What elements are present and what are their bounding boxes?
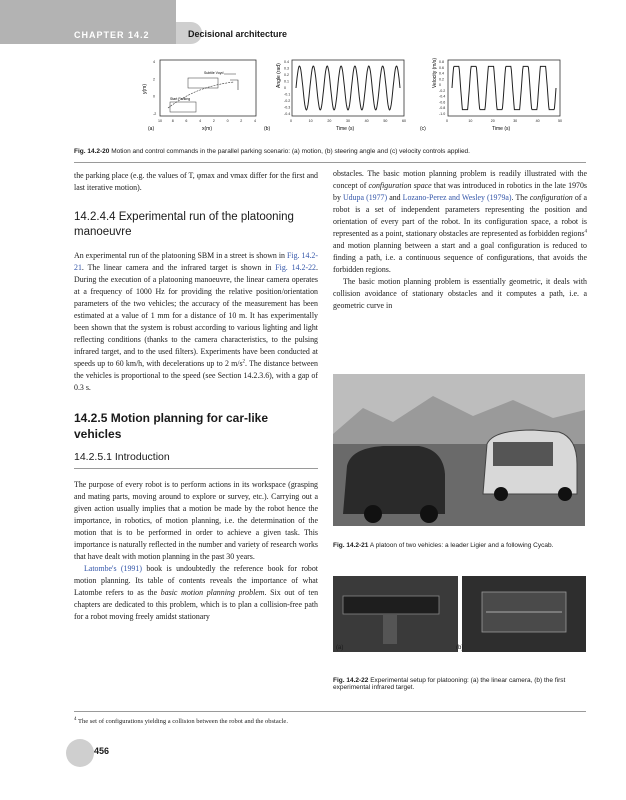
panel-b-x-tick: 30: [346, 119, 350, 123]
figure-14-2-22-caption: [333, 677, 587, 691]
figure-14-2-21-caption: [333, 542, 587, 549]
paragraph: [74, 563, 318, 623]
section-heading-14-2-4-4: 14.2.4.4 Experimental run of the platooning manoeuvre: [74, 211, 294, 238]
panel-c-x-tick: 50: [558, 119, 562, 123]
text-run: obstacles. The basic motion planning problem is readily illustrated with the concept of: [333, 169, 587, 190]
panel-c-y-tick: -0.4: [439, 94, 446, 99]
text-run: . Six out of ten chapters are dedicated to this problem, which is to plan a collision-free path for a robot moving freely amidst stationary: [74, 588, 319, 621]
paragraph: [333, 168, 587, 276]
page-number-decoration: [66, 739, 94, 767]
panel-c-y-tick: -0.2: [439, 88, 446, 93]
citation-link[interactable]: Lozano-Perez and Wesley (1979a): [402, 193, 512, 202]
panel-b-steering-curve: [296, 66, 400, 110]
panel-b-y-tick: -0.4: [284, 112, 291, 116]
footnote-marker: 4: [584, 229, 587, 235]
photo-wheel: [558, 487, 572, 501]
caption-text: Experimental setup for platooning: (a) the linear camera, (b) the first experimental infrared target.: [333, 677, 566, 691]
paragraph: The purpose of every robot is to perform actions in its workspace (grasping and mating parts, moving around to explore or survey, etc.). Carrying out a given action usually implies that a motion be made by the robot hence the importance, in robotics, of motion planning, i.e. the determination of the motion that is to be performed in order to achieve a given task. This importance is naturally reflected in the number and variety of research works that have dealt with motion planning in the past 30 years.: [74, 480, 318, 561]
panel-c-y-tick: 0.8: [439, 60, 444, 64]
panel-c-x-tick: 0: [446, 119, 448, 123]
panel-a-annotation: Start Parking: [170, 97, 191, 101]
panel-c: [420, 58, 562, 132]
section-heading-14-2-5: 14.2.5 Motion planning for car-like vehicles: [74, 411, 269, 441]
panel-a-x-tick: 0: [226, 119, 229, 123]
panel-b-y-tick: -0.2: [284, 99, 291, 103]
panel-a-xlabel: x(m): [202, 126, 212, 132]
panel-b-x-tick: 60: [402, 119, 406, 123]
footnote-text: The set of configurations yielding a collision between the robot and the obstacle.: [78, 718, 288, 725]
panel-a-y-tick: 2: [153, 77, 155, 82]
panel-b-y-tick: 0: [284, 86, 286, 90]
panel-c-y-tick: 0.6: [439, 65, 444, 70]
panel-a-x-tick: 2: [240, 119, 243, 123]
photo-wheel: [494, 487, 508, 501]
paragraph: [74, 250, 318, 394]
panel-a-x-tick: 4: [199, 119, 202, 123]
panel-a-path: [224, 74, 238, 90]
panel-b-y-tick: 0.3: [284, 66, 289, 71]
citation-link[interactable]: Latombe's (1991): [84, 564, 142, 573]
citation-link[interactable]: Udupa (1977): [342, 193, 388, 202]
panel-c-ylabel: Velocity (m/s): [432, 57, 438, 88]
panel-a: [142, 60, 256, 132]
panel-label-b: (b): [264, 126, 271, 132]
panel-c-y-tick: 0.4: [439, 71, 444, 76]
photo-linear-camera: [343, 596, 439, 614]
panel-c-y-tick: -0.6: [439, 100, 446, 105]
panel-c-y-tick: 0.2: [439, 77, 444, 82]
panel-a-x-tick: 8: [171, 119, 174, 123]
panel-label-a: (a): [148, 126, 155, 132]
panel-b-x-tick: 0: [290, 119, 292, 123]
photo-leader-vehicle: [343, 446, 445, 514]
text-run: . The distance between the vehicles is proportional to the speed (see Section 14.2.3.6), with a gap of 0.3 s.: [74, 359, 318, 392]
panel-b-xlabel: Time (s): [336, 126, 355, 132]
figure-14-2-22b-photo: [462, 576, 586, 652]
photo-wheel: [364, 505, 382, 523]
panel-c-x-tick: 20: [490, 119, 495, 123]
panel-b-x-tick: 40: [364, 119, 369, 123]
paragraph: the parking place (e.g. the values of T, φmax and vmax differ for the first and last iterative motion).: [74, 171, 318, 192]
panel-b-x-tick: 20: [327, 119, 332, 123]
panel-b-y-tick: 0.2: [284, 73, 289, 77]
caption-label: Fig. 14.2-22: [333, 677, 369, 684]
panel-b-y-tick: 0.4: [284, 60, 289, 64]
panel-c-x-tick: 10: [468, 119, 473, 123]
text-run: and: [387, 193, 403, 202]
figure-14-2-20-caption: [74, 148, 584, 155]
panel-c-y-tick: 0: [439, 83, 441, 88]
panel-c-x-tick: 30: [513, 119, 518, 123]
emphasis: basic motion planning problem: [160, 588, 265, 597]
panel-a-y-tick: 0: [153, 94, 155, 99]
running-title: Decisional architecture: [188, 29, 288, 39]
panel-a-x-tick: 10: [158, 119, 162, 123]
left-column: [74, 170, 318, 623]
panel-a-trajectory: [168, 82, 234, 108]
footnote-rule: [74, 711, 586, 712]
superscript: 2: [242, 359, 246, 365]
figure-label-a: (a): [336, 645, 344, 651]
text-run: . The: [511, 193, 530, 202]
paragraph: The basic motion planning problem is essentially geometric, it deals with collision avoidance of stationary obstacles and it computes a path, i.e. a geometric curve in: [333, 277, 587, 310]
figure-link[interactable]: Fig. 14.2-21: [74, 251, 318, 272]
emphasis: configuration: [529, 193, 573, 202]
footnote: [74, 718, 586, 725]
caption-label: Fig. 14.2-21: [333, 542, 369, 549]
figure-14-2-20: [140, 56, 590, 138]
panel-b-frame: [292, 60, 404, 116]
figure-14-2-21-photo: [333, 374, 585, 526]
chapter-label: CHAPTER 14.2: [74, 30, 150, 40]
right-column: [333, 168, 587, 312]
panel-c-velocity-curve: [452, 66, 556, 109]
figure-14-2-22a-photo: [333, 576, 458, 652]
panel-a-x-tick: 4: [254, 119, 256, 123]
panel-a-x-tick: 2: [212, 119, 215, 123]
text-run: that was introduced in robotics in the late 1970s by: [333, 181, 587, 202]
panel-a-y-tick: -2: [153, 112, 157, 116]
text-run: of a robot is a set of independent parameters representing the position and orientation of every part of the robot. In its configuration space, a robot is represented as a point, stationary obstacles are represented as forbidden regions: [333, 193, 587, 238]
panel-a-x-tick: 6: [185, 119, 188, 123]
panel-c-xlabel: Time (s): [492, 126, 511, 132]
panel-b-y-tick: 0.1: [284, 79, 289, 84]
footnote-marker: 4: [74, 716, 77, 722]
panel-c-x-tick: 40: [535, 119, 540, 123]
panel-label-c: (c): [420, 126, 426, 132]
caption-text: Motion and control commands in the parallel parking scenario: (a) motion, (b) steering angle and (c) velocity controls applied.: [111, 148, 470, 155]
text-run: . The linear camera and the infrared target is shown in: [81, 263, 276, 272]
panel-a-vehicle-box: [188, 78, 218, 88]
photo-camera-mount: [383, 614, 397, 644]
section-heading-14-2-5-1: 14.2.5.1 Introduction: [74, 450, 318, 469]
panel-b-x-tick: 10: [308, 119, 313, 123]
text-run: An experimental run of the platooning SBM in a street is shown in: [74, 251, 288, 260]
panel-c-y-tick: -0.8: [439, 106, 446, 111]
text-run: and motion planning between a start and a goal configuration is reduced to finding a path, i.e. a continuous sequence of configurations, that avoids the forbidden regions.: [333, 241, 587, 274]
panel-a-y-tick: 4: [153, 60, 155, 64]
figure-link[interactable]: Fig. 14.2-22: [275, 263, 316, 272]
panel-b: [264, 60, 406, 132]
photo-wheel: [420, 505, 438, 523]
caption-label: Fig. 14.2-20: [74, 148, 110, 155]
text-run: . During the execution of a platooning manoeuvre, the linear camera operates at a frequency of 1000 Hz for providing the relative position/orientation parameters of the two vehicles; the accuracy of the measurement has been estimated at a value of 1 mm for a distance of 10 m. It has experimentally been shown that the system is robust according to various lighting and light reflecting conditions (thanks to the camera characteristics, to the pulsing infrared target, and to the used filters). Experiments have been conducted at speeds up to 60 km/h, with decelerations up to 2 m/s: [74, 263, 318, 368]
panel-a-annotation: Subtile Voyd: [204, 71, 224, 75]
page-number: 456: [94, 746, 110, 756]
figure-label-b: (b): [456, 645, 464, 651]
panel-b-x-tick: 50: [383, 119, 388, 123]
caption-text: A platoon of two vehicles: a leader Ligier and a following Cycab.: [369, 542, 554, 549]
text-run: book is undoubtedly the reference book for robot motion planning. Its table of contents reveals the importance of what Latombe refers to as the: [74, 564, 318, 597]
panel-b-y-tick: -0.1: [284, 92, 291, 97]
panel-c-y-tick: -1.0: [439, 112, 446, 116]
divider: [74, 162, 586, 163]
emphasis: configuration space: [368, 181, 432, 190]
panel-b-ylabel: Angle (rad): [276, 63, 282, 88]
panel-a-ylabel: y(m): [142, 84, 148, 94]
panel-b-y-tick: -0.3: [284, 105, 291, 110]
photo-windshield: [493, 442, 553, 466]
